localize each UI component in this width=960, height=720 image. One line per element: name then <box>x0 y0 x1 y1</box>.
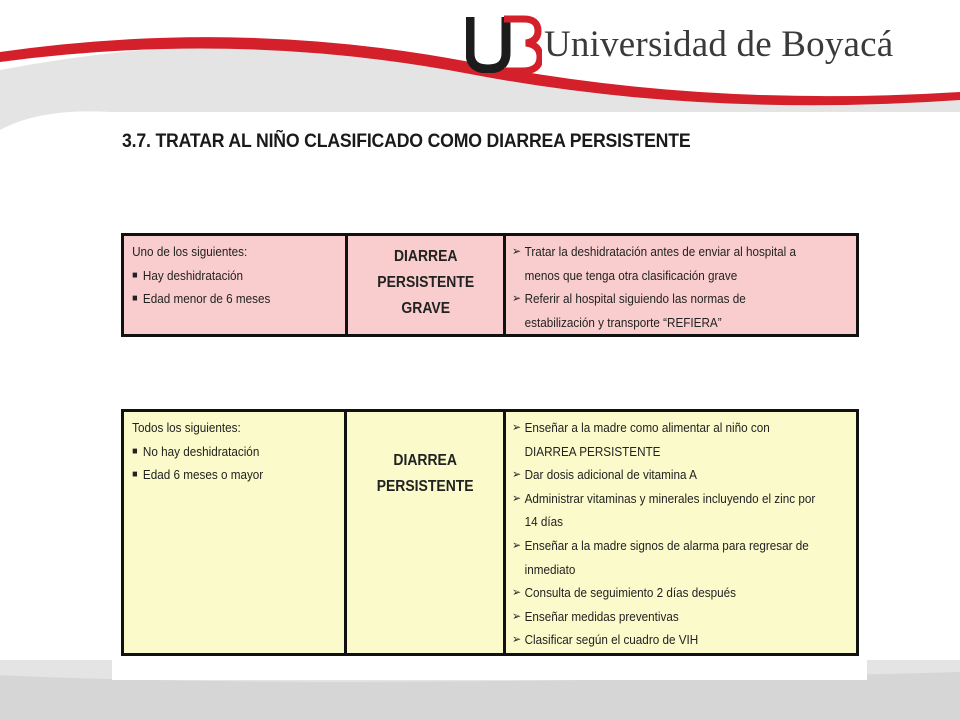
treatment-cell <box>504 235 857 336</box>
condition-item: ■ Edad 6 meses o mayor <box>132 463 315 487</box>
arrow-bullet-icon: ➢ <box>511 467 522 482</box>
treatment-item: ➢ Enseñar a la madre como alimentar al niño con DIARREA PERSISTENTE <box>512 416 818 463</box>
university-name: Universidad de Boyacá <box>544 23 894 65</box>
treatment-item: ➢ Administrar vitaminas y minerales incluyendo el zinc por 14 días <box>512 487 818 534</box>
condition-heading: Todos los siguientes: <box>132 420 241 435</box>
classification-cell <box>346 235 504 336</box>
classification-table-severe <box>121 233 859 337</box>
bullet-square-icon: ■ <box>132 469 138 480</box>
arrow-bullet-icon: ➢ <box>511 244 522 258</box>
condition-item: ■ Edad menor de 6 meses <box>132 287 316 311</box>
arrow-bullet-icon: ➢ <box>511 585 522 600</box>
treatment-item: ➢ Referir al hospital siguiendo las normas de estabilización y transporte “REFIERA” <box>512 287 818 334</box>
arrow-bullet-icon: ➢ <box>511 537 522 552</box>
classification-line: PERSISTENTE <box>376 478 474 495</box>
treatment-cell <box>504 411 857 655</box>
conditions-cell <box>123 411 346 655</box>
treatment-item: ➢ Consulta de seguimiento 2 días después <box>512 581 818 605</box>
condition-item: ■ Hay deshidratación <box>132 264 316 288</box>
arrow-bullet-icon: ➢ <box>511 632 522 647</box>
classification-cell <box>345 411 504 655</box>
treatment-item: ➢ Enseñar a la madre signos de alarma para regresar de inmediato <box>512 534 818 581</box>
page-title: 3.7. TRATAR AL NIÑO CLASIFICADO COMO DIARREA PERSISTENTE <box>122 131 691 152</box>
arrow-bullet-icon: ➢ <box>511 608 522 623</box>
bullet-square-icon: ■ <box>132 269 138 281</box>
bullet-square-icon: ■ <box>132 445 138 457</box>
bullet-square-icon: ■ <box>132 293 138 304</box>
treatment-item: ➢ Enseñar medidas preventivas <box>512 605 818 629</box>
university-logo <box>466 14 893 74</box>
arrow-bullet-icon: ➢ <box>511 490 522 505</box>
treatment-item: ➢ Clasificar según el cuadro de VIH <box>512 628 818 652</box>
arrow-bullet-icon: ➢ <box>511 291 522 306</box>
conditions-cell <box>123 235 347 336</box>
classification-table-persistent <box>121 409 859 656</box>
classification-line: PERSISTENTE GRAVE <box>376 274 474 317</box>
arrow-bullet-icon: ➢ <box>511 420 522 434</box>
ub-monogram <box>466 15 542 73</box>
condition-heading: Uno de los siguientes: <box>132 244 248 259</box>
condition-item: ■ No hay deshidratación <box>132 440 315 464</box>
treatment-item: ➢ Tratar la deshidratación antes de enviar al hospital a menos que tenga otra clasificación grave <box>512 240 818 287</box>
classification-line: DIARREA <box>393 452 457 469</box>
treatment-item: ➢ Dar dosis adicional de vitamina A <box>512 463 818 487</box>
classification-line: DIARREA <box>393 248 458 265</box>
